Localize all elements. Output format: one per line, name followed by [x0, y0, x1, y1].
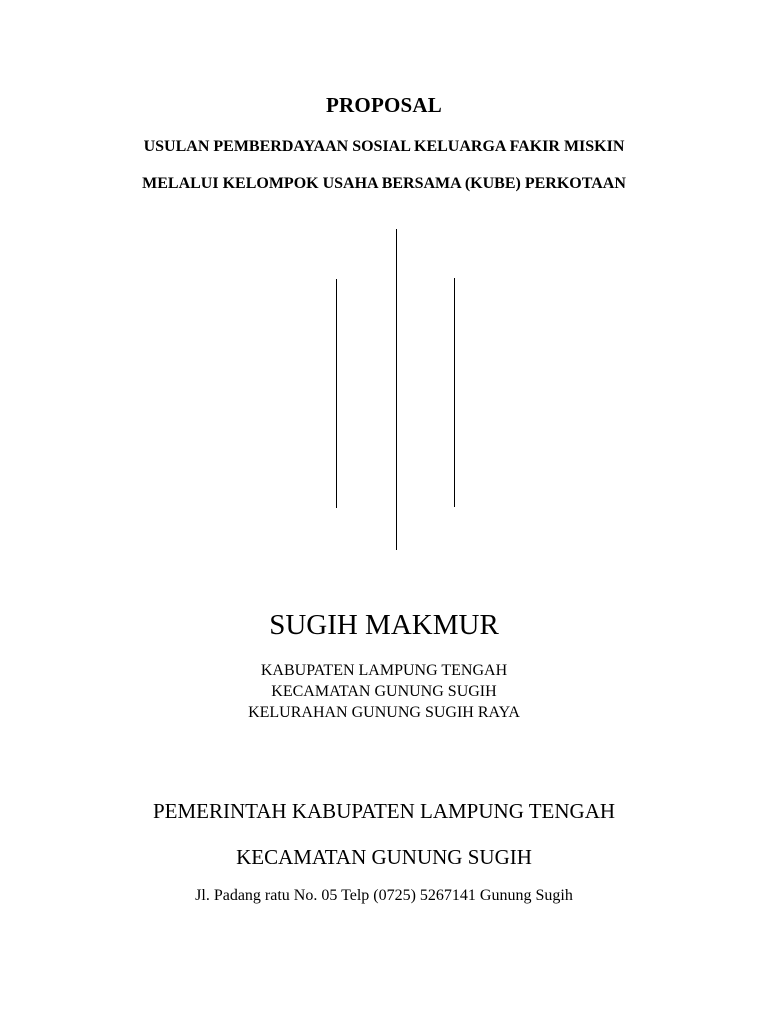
decorative-vertical-line-right [454, 278, 455, 507]
government-name: PEMERINTAH KABUPATEN LAMPUNG TENGAH [152, 799, 616, 823]
decorative-vertical-line-center [396, 229, 397, 550]
group-name: SUGIH MAKMUR [269, 609, 499, 641]
proposal-subtitle-line-1: USULAN PEMBERDAYAAN SOSIAL KELUARGA FAKIR MISKIN [143, 138, 625, 155]
village-label: KELURAHAN GUNUNG SUGIH RAYA [248, 704, 520, 721]
government-district: KECAMATAN GUNUNG SUGIH [236, 845, 532, 869]
proposal-title: PROPOSAL [326, 93, 442, 117]
decorative-vertical-line-left [336, 279, 337, 508]
proposal-subtitle-line-2: MELALUI KELOMPOK USAHA BERSAMA (KUBE) PERKOTAAN [142, 175, 626, 192]
district-label: KECAMATAN GUNUNG SUGIH [271, 683, 497, 700]
regency-label: KABUPATEN LAMPUNG TENGAH [260, 662, 508, 679]
office-address: Jl. Padang ratu No. 05 Telp (0725) 5267141 Gunung Sugih [195, 887, 573, 904]
